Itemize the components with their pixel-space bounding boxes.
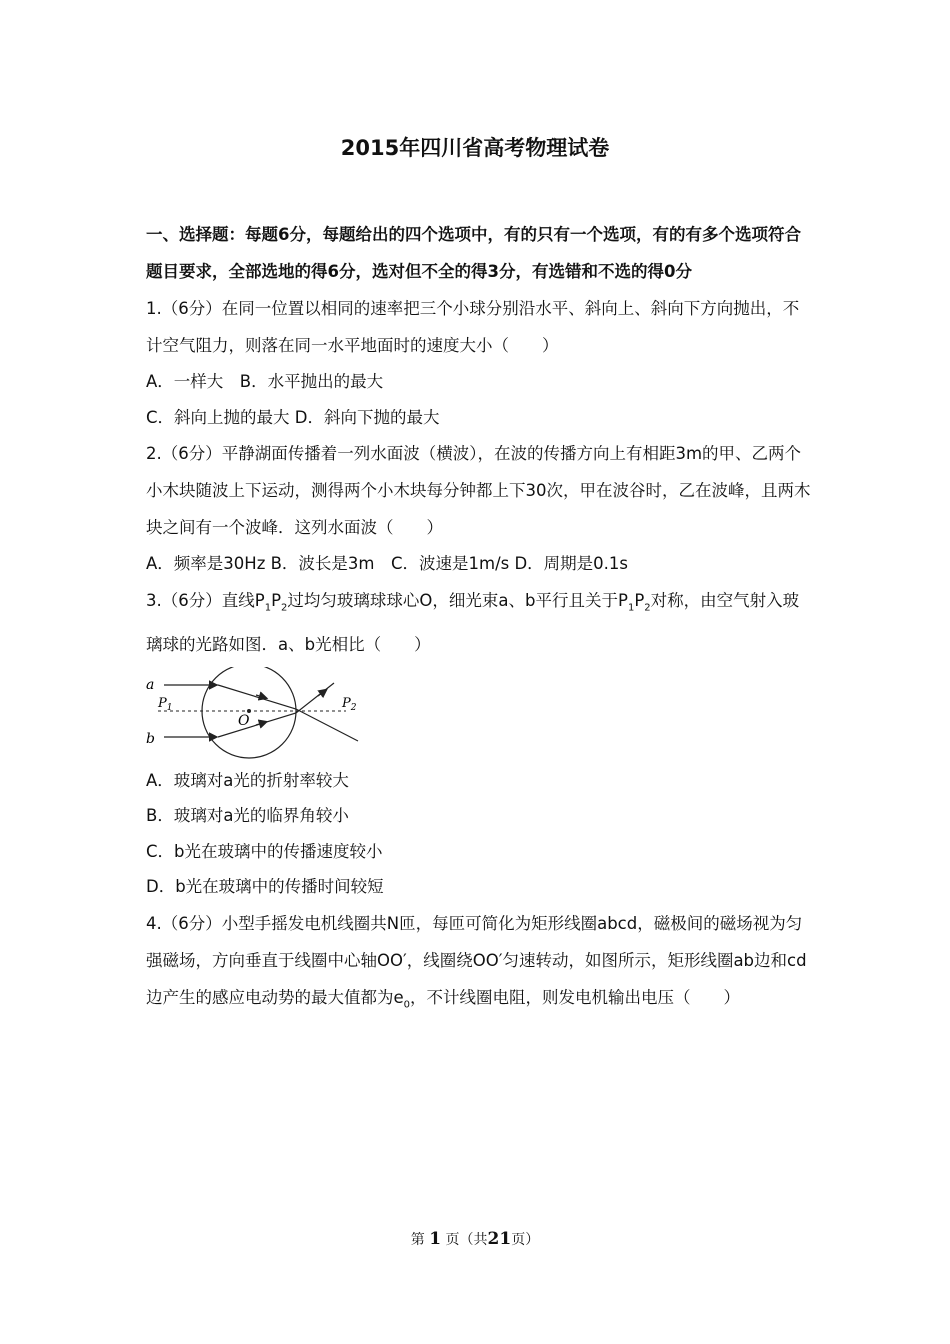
question-2-options: A．频率是30Hz B．波长是3m C．波速是1m/s D．周期是0.1s (146, 554, 629, 573)
label-a: a (146, 676, 155, 693)
label-o: O (238, 712, 250, 729)
glass-sphere-diagram (146, 667, 376, 761)
document-body (146, 216, 811, 1023)
label-p1: $P_1$ (158, 695, 173, 713)
optics-figure (146, 667, 811, 761)
question-4-stem: 4.（6分）小型手摇发电机线圈共N匝，每匝可简化为矩形线圈abcd，磁极间的磁场视为匀强磁场，方向垂直于线圈中心轴OO′，线圈绕OO′匀速转动，如图所示，矩形线圈ab边和cd边产生的感应电动势的最大值都为$e_0$，不计线圈电阻，则发电机输出电压（ ） (146, 913, 807, 1011)
section-heading: 一、选择题：每题6分，每题给出的四个选项中，有的只有一个选项，有的有多个选项符合题目要求，全部选地的得6分，选对但不全的得3分，有选错和不选的得0分 (146, 225, 801, 281)
question-3-option-a: A．玻璃对a光的折射率较大 (146, 770, 349, 790)
question-3-option-c: C．b光在玻璃中的传播速度较小 (146, 841, 383, 861)
question-2-stem: 2.（6分）平静湖面传播着一列水面波（横波），在波的传播方向上有相距3m的甲、乙两个小木块随波上下运动，测得两个小木块每分钟都上下30次，甲在波谷时，乙在波峰，且两木块之间有一个波峰．这列水面波（ ） (146, 444, 811, 537)
question-1-options-line-2: C．斜向上抛的最大 D．斜向下抛的最大 (146, 407, 440, 427)
question-3-option-b: B．玻璃对a光的临界角较小 (146, 806, 349, 826)
question-3-stem: 3.（6分）直线$P_1P_2$过均匀玻璃球球心O，细光束a、b平行且关于$P_1P_2$对称，由空气射入玻璃球的光路如图．a、b光相比（ ） (146, 590, 800, 654)
ray-b-refracted (218, 683, 334, 737)
question-1-options-line-1: A．一样大 B．水平抛出的最大 (146, 372, 384, 391)
current-page-number: 1 (429, 1229, 442, 1249)
page-footer: 第 1 页（共21页） (410, 1229, 540, 1249)
total-page-count: 21 (487, 1229, 512, 1249)
question-1-stem: 1.（6分）在同一位置以相同的速率把三个小球分别沿水平、斜向上、斜向下方向抛出，不计空气阻力，则落在同一水平地面时的速度大小（ ） (146, 299, 800, 355)
label-b: b (146, 730, 155, 747)
question-3-option-d: D．b光在玻璃中的传播时间较短 (146, 877, 384, 897)
label-p2: $P_2$ (342, 695, 357, 713)
page-title: 2015年四川省高考物理试卷 (340, 136, 610, 160)
